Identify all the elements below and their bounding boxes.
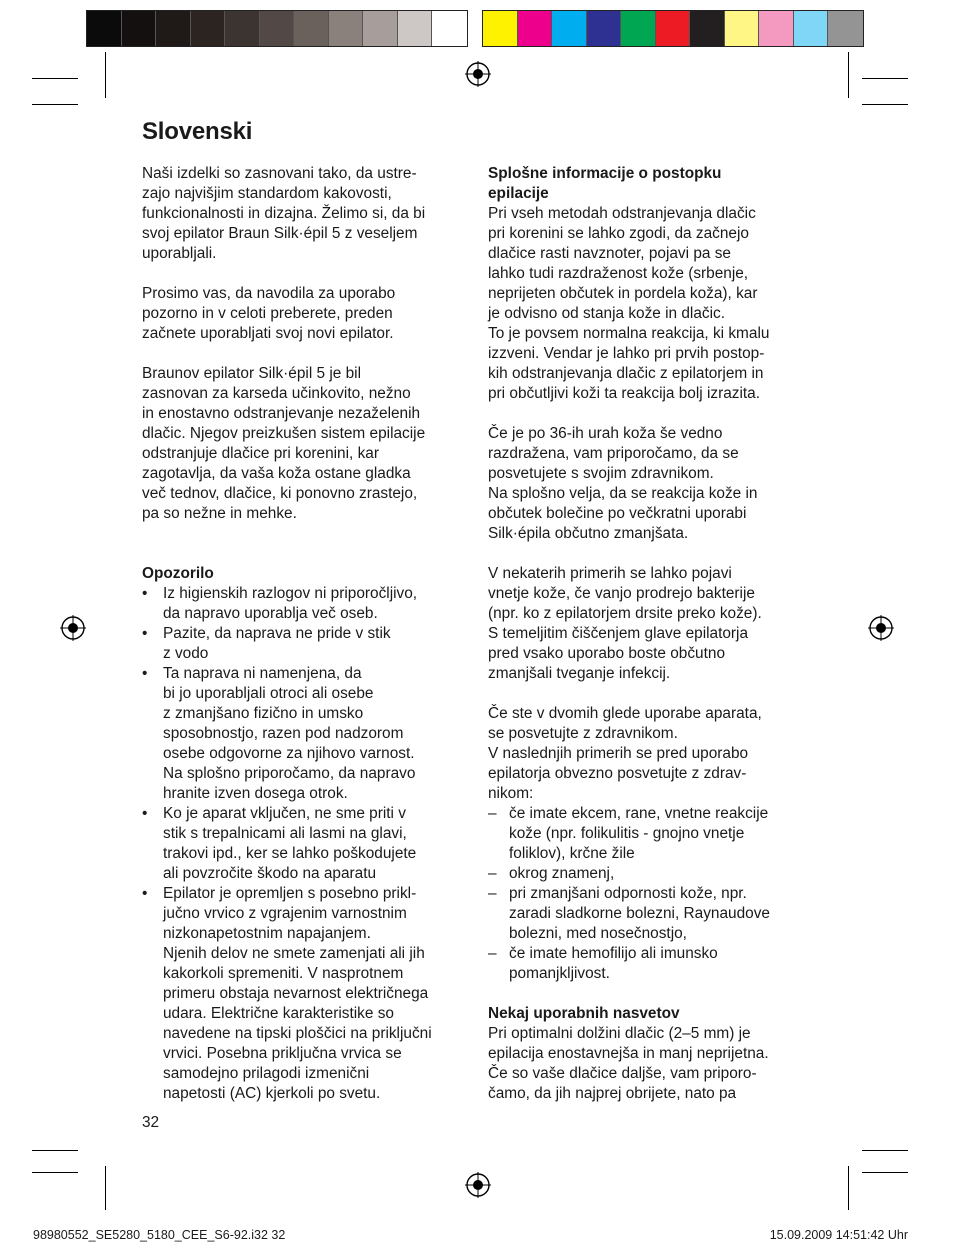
color-swatch [828,11,863,46]
color-swatch [759,11,794,46]
color-swatch [690,11,725,46]
color-swatch [552,11,587,46]
crop-mark [848,52,849,98]
page-number: 32 [142,1114,160,1131]
crop-mark [32,1150,78,1151]
color-swatch [122,11,157,46]
intro-paragraph: Naši izdelki so zasnovani tako, da ustre- zajo najvišjim standardom kakovosti, funkcionalnosti in dizajna. Želimo si, da bi svoj epilator Braun Silk·épil 5 z veseljem uporabljali. [142,165,426,262]
color-swatch [156,11,191,46]
footer-timestamp: 15.09.2009 14:51:42 Uhr [769,1228,908,1242]
list-item: • Pazite, da naprava ne pride v stik z vodo [142,624,474,664]
list-item: – okrog znamenj, [488,864,824,884]
color-swatch [656,11,691,46]
color-swatch [260,11,295,46]
list-item: • Epilator je opremljen s posebno prikl- jučno vrvico z vgrajenim varnostnim nizkonapetostnim napajanjem. Njenih delov ne smete zamenjati ali jih kakorkoli spremeniti. V nasprotnem primeru obstaja nevarnost električnega udara. Električne karakteristike so navedene na tipski ploščici na priključni vrvici. Posebna priključna vrvica se samodejno prilagodi izmenični napetosti (AC) kjerkoli po svetu. [142,884,474,1104]
color-swatch [225,11,260,46]
consult-doctor-paragraph: Če ste v dvomih glede uporabe aparata, se posvetujte z zdravnikom. V naslednjih primerih se pred uporabo epilatorja obvezno posvetujte z zdrav- nikom: [488,705,762,802]
page-title: Slovenski [142,118,253,145]
process-color-bar [482,10,864,47]
left-column [142,164,474,1104]
list-item: – če imate hemofilijo ali imunsko pomanjkljivost. [488,944,824,984]
color-swatch [432,11,467,46]
conditions-list [488,804,824,984]
crop-mark [862,1172,908,1173]
tips-heading: Nekaj uporabnih nasvetov [488,1005,680,1022]
color-swatch [87,11,122,46]
list-item: – če imate ekcem, rane, vnetne reakcije kože (npr. folikulitis - gnojno vnetje foliklov), krčne žile [488,804,824,864]
crop-mark [105,1166,106,1210]
epilation-info-paragraph: Pri vseh metodah odstranjevanja dlačic pri korenini se lahko zgodi, da začnejo dlačice rasti navznoter, pojavi pa se lahko tudi razdraženost kože (srbenje, neprijeten občutek in pordela koža), kar je odvisno od stanja kože in dlačic. To je povsem normalna reakcija, ki kmalu izzveni. Vendar je lahko pri prvih postop- kih odstranjevanja dlačic z epilatorjem in pri občutljivi koži ta reakcija bolj izrazita. [488,205,770,402]
crop-mark [862,104,908,105]
product-description-paragraph: Braunov epilator Silk·épil 5 je bil zasnovan za karseda učinkovito, nežno in enostavno odstranjevanje nezaželenih dlačic. Njegov preizkušen sistem epilacije odstranjuje dlačice pri korenini, kar zagotavlja, da vaša koža ostane gladka več tednov, dlačice, ki ponovno zrastejo, pa so nežne in mehke. [142,365,426,522]
color-swatch [518,11,553,46]
right-column [488,164,824,1104]
crop-mark [848,1166,849,1210]
instructions-paragraph: Prosimo vas, da navodila za uporabo pozorno in v celoti preberete, preden začnete uporabljati svoj novi epilator. [142,285,396,342]
color-swatch [587,11,622,46]
irritation-paragraph: Če je po 36-ih urah koža še vedno razdražena, vam priporočamo, da se posvetujete s svojim zdravnikom. Na splošno velja, da se reakcija kože in občutek bolečine po večkratni uporabi Silk·épila občutno zmanjšata. [488,425,758,542]
color-swatch [398,11,433,46]
footer-file-info: 98980552_SE5280_5180_CEE_S6-92.i32 32 [33,1228,286,1242]
registration-mark-icon [868,615,894,641]
crop-mark [862,78,908,79]
registration-mark-icon [465,1172,491,1198]
crop-mark [862,1150,908,1151]
color-swatch [363,11,398,46]
list-item: • Ta naprava ni namenjena, da bi jo uporabljali otroci ali osebe z zmanjšano fizično in umsko sposobnostjo, razen pod nadzorom osebe odgovorne za njihovo varnost. Na splošno priporočamo, da napravo hranite izven dosega otrok. [142,664,474,804]
color-swatch [329,11,364,46]
list-item: – pri zmanjšani odpornosti kože, npr. zaradi sladkorne bolezni, Raynaudove bolezni, med nosečnostjo, [488,884,824,944]
list-item: • Ko je aparat vključen, ne sme priti v stik s trepalnicami ali lasmi na glavi, trakovi ipd., ker se lahko poškodujete ali povzročite škodo na aparatu [142,804,474,884]
color-swatch [794,11,829,46]
tips-paragraph: Pri optimalni dolžini dlačic (2–5 mm) je epilacija enostavnejša in manj neprijetna. Če so vaše dlačice daljše, vam priporo- čamo, da jih najprej obrijete, nato pa [488,1025,769,1102]
infection-paragraph: V nekaterih primerih se lahko pojavi vnetje kože, če vanjo prodrejo bakterije (npr. ko z epilatorjem drsite preko kože). S temeljitim čiščenjem glave epilatorja pred vsako uporabo boste občutno zmanjšali tveganje infekcij. [488,565,762,682]
crop-mark [32,104,78,105]
warning-heading: Opozorilo [142,565,214,582]
crop-mark [105,52,106,98]
color-swatch [191,11,226,46]
crop-mark [32,1172,78,1173]
list-item: • Iz higienskih razlogov ni priporočljivo, da napravo uporablja več oseb. [142,584,474,624]
epilation-info-heading: Splošne informacije o postopku epilacije [488,165,722,202]
color-swatch [725,11,760,46]
crop-mark [32,78,78,79]
color-swatch [621,11,656,46]
color-swatch [294,11,329,46]
grayscale-color-bar [86,10,468,47]
color-swatch [483,11,518,46]
warning-list [142,584,474,1104]
registration-mark-icon [60,615,86,641]
registration-mark-icon [465,61,491,87]
